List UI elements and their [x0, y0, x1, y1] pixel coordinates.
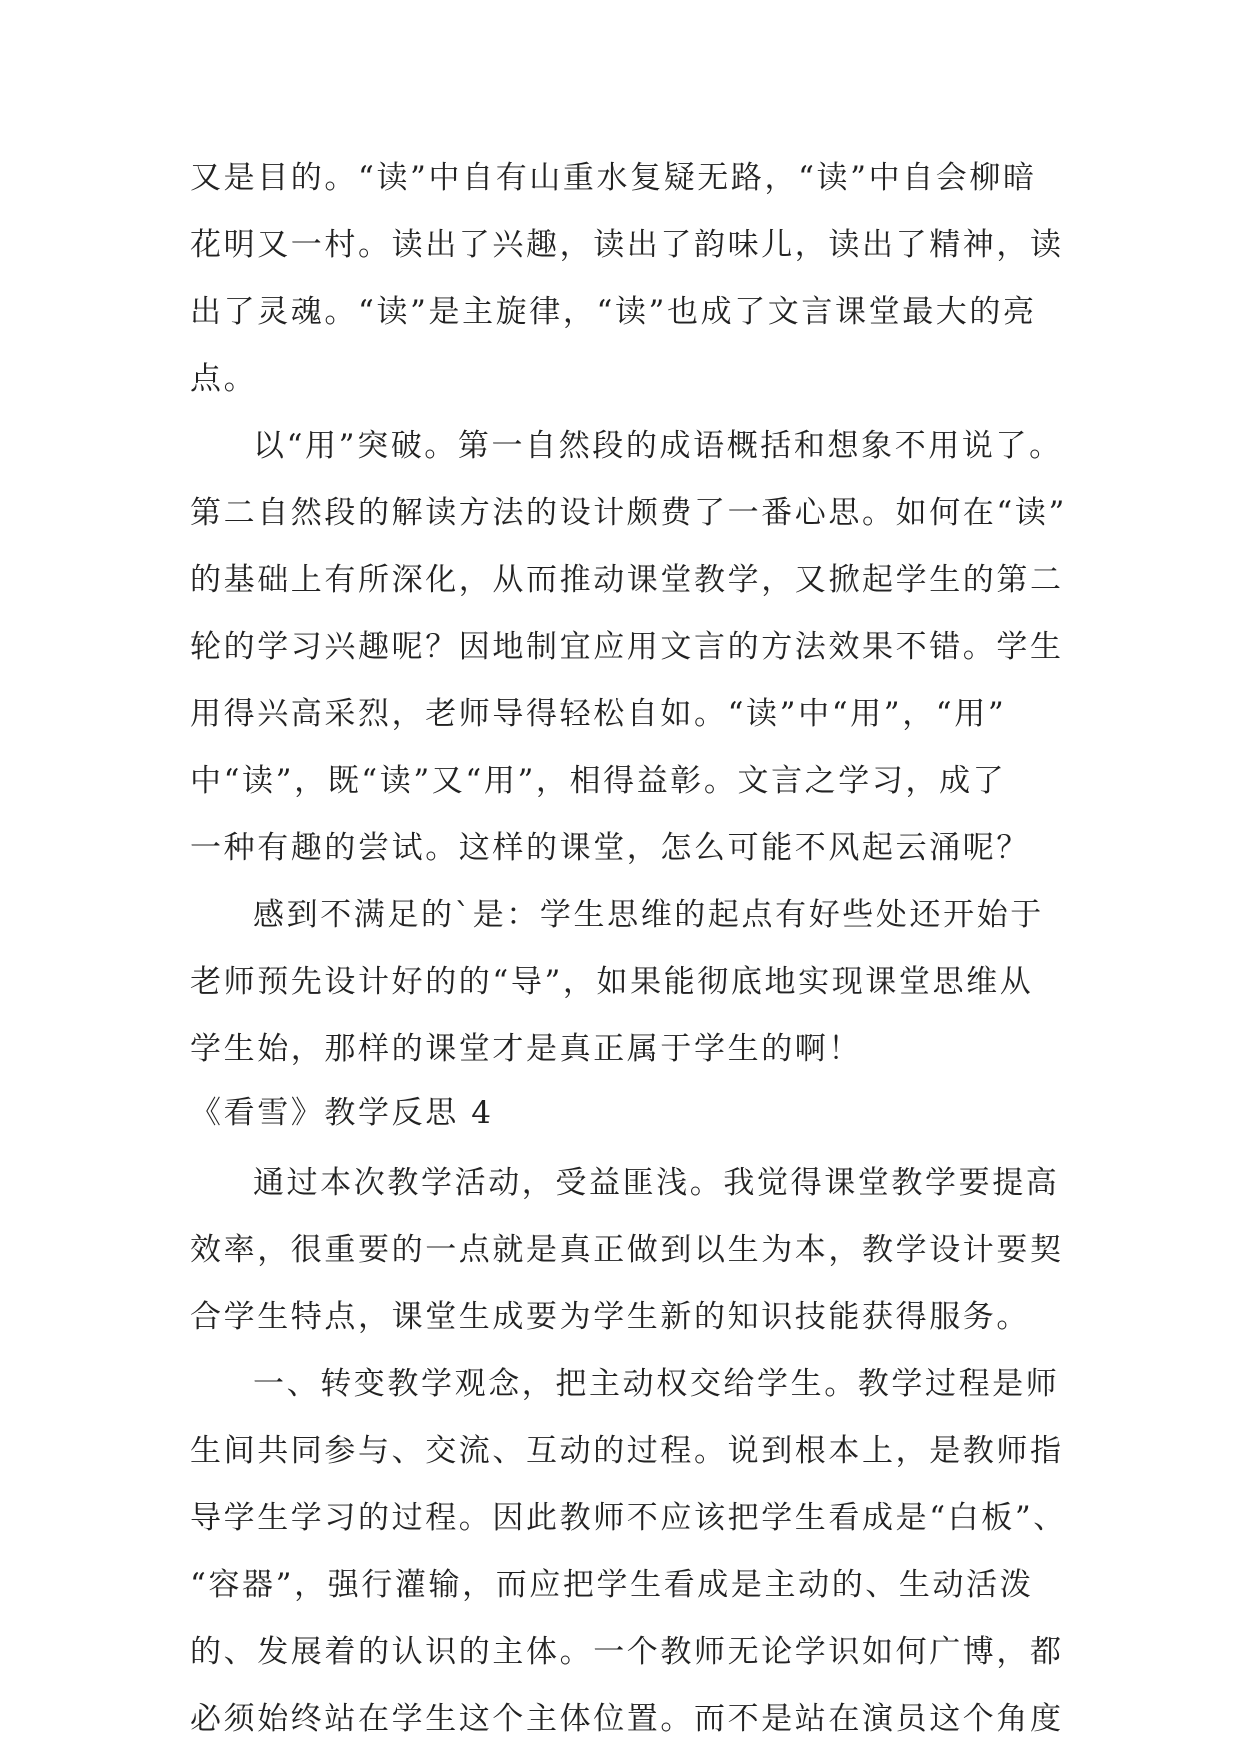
paragraph-first-line: 感到不满足的`是：学生思维的起点有好些处还开始于	[253, 897, 1044, 933]
section-title: 《看雪》教学反思 4	[190, 1095, 494, 1131]
paragraph-first-line: 以“用”突破。第一自然段的成语概括和想象不用说了。	[253, 428, 1063, 464]
text-line: 学生始，那样的课堂才是真正属于学生的啊！	[190, 1031, 862, 1067]
text-line: 的、发展着的认识的主体。一个教师无论学识如何广博，都	[190, 1634, 1064, 1670]
text-line: 效率，很重要的一点就是真正做到以生为本，教学设计要契	[190, 1232, 1064, 1268]
text-line: 老师预先设计好的的“导”，如果能彻底地实现课堂思维从	[190, 964, 1034, 1000]
text-line: 出了灵魂。“读”是主旋律，“读”也成了文言课堂最大的亮	[190, 294, 1037, 330]
text-line: 用得兴高采烈，老师导得轻松自如。“读”中“用”，“用”	[190, 696, 1007, 732]
text-line: 花明又一村。读出了兴趣，读出了韵味儿，读出了精神，读	[190, 227, 1064, 263]
paragraph-first-line: 一、转变教学观念，把主动权交给学生。教学过程是师	[253, 1366, 1060, 1402]
text-line: 必须始终站在学生这个主体位置。而不是站在演员这个角度	[190, 1701, 1064, 1737]
text-line: 点。	[190, 361, 258, 397]
text-line: “容器”，强行灌输，而应把学生看成是主动的、生动活泼	[190, 1567, 1034, 1603]
text-line: 合学生特点，课堂生成要为学生新的知识技能获得服务。	[190, 1299, 1030, 1335]
text-line: 中“读”，既“读”又“用”，相得益彰。文言之学习，成了	[190, 763, 1007, 799]
text-line: 第二自然段的解读方法的设计颇费了一番心思。如何在“读”	[190, 495, 1067, 531]
paragraph-first-line: 通过本次教学活动，受益匪浅。我觉得课堂教学要提高	[253, 1165, 1060, 1201]
text-line: 导学生学习的过程。因此教师不应该把学生看成是“白板”、	[190, 1500, 1067, 1536]
text-line: 一种有趣的尝试。这样的课堂，怎么可能不风起云涌呢？	[190, 830, 1030, 866]
text-line: 又是目的。“读”中自有山重水复疑无路，“读”中自会柳暗	[190, 160, 1037, 196]
text-line: 的基础上有所深化，从而推动课堂教学，又掀起学生的第二	[190, 562, 1064, 598]
text-line: 生间共同参与、交流、互动的过程。说到根本上，是教师指	[190, 1433, 1064, 1469]
text-line: 轮的学习兴趣呢？因地制宜应用文言的方法效果不错。学生	[190, 629, 1064, 665]
